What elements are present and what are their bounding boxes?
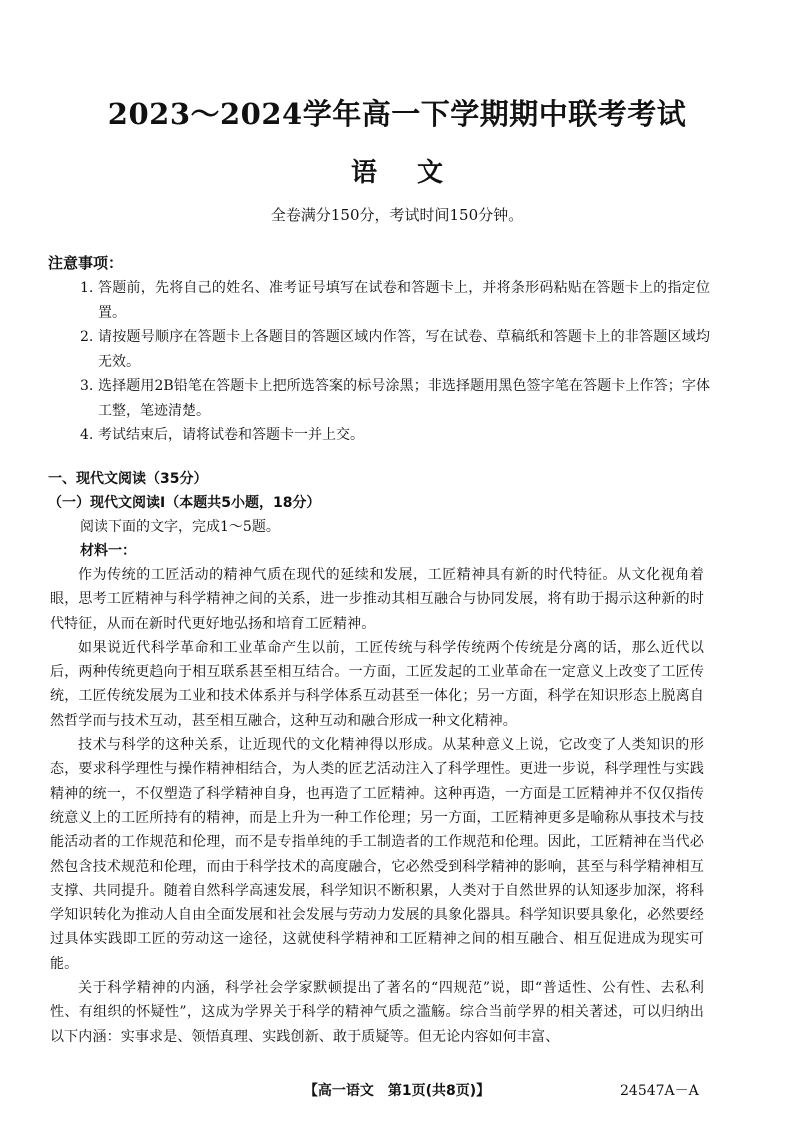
notice-heading: 注意事项： bbox=[48, 254, 124, 272]
notice-item-text: 选择题用2B铅笔在答题卡上把所选答案的标号涂黑；非选择题用黑色签字笔在答题卡上作答；字体工整，笔迹清楚。 bbox=[98, 378, 710, 419]
notice-item-text: 考试结束后，请将试卷和答题卡一并上交。 bbox=[98, 427, 364, 443]
paper-code: 24547A－A bbox=[620, 1083, 699, 1099]
notice-item bbox=[80, 374, 710, 423]
subject-title: 语文 bbox=[350, 158, 483, 188]
notice-item-number: 2. bbox=[80, 329, 94, 345]
exam-title: 2023～2024学年高一下学期期中联考考试 bbox=[107, 97, 687, 131]
material-paragraph: 技术与科学的这种关系，让近现代的文化精神得以形成。从某种意义上说，它改变了人类知识的形态，要求科学理性与操作精神相结合，为人类的匠艺活动注入了科学理性。更进一步说，科学理性与实践精神的统一，不仅塑造了科学精神自身，也再造了工匠精神。这种再造，一方面是工匠精神并不仅仅指传统意义上的工匠所持有的精神，而是上升为一种工作伦理；另一方面，工匠精神更多是喻称从事技术与技能活动者的工作规范和伦理，而不是专指单纯的手工制造者的工作规范和伦理。因此，工匠精神在当代必然包含技术规范和伦理，而由于科学技术的高度融合，它必然受到科学精神的影响，甚至与科学精神相互支撑、共同提升。随着自然科学高速发展，科学知识不断积累，人类对于自然世界的认知逐步加深，将科学知识转化为推动人自由全面发展和社会发展与劳动力发展的具象化器具。科学知识要具象化，必然要经过具体实践即工匠的劳动这一途径，这就使科学精神和工匠精神之间的相互融合、相互促进成为现实可能。 bbox=[50, 737, 704, 972]
page-footer-label: 【高一语文 第1页(共8页)】 bbox=[303, 1083, 491, 1099]
material-body bbox=[50, 563, 704, 1049]
notice-item-text: 请按题号顺序在答题卡上各题目的答题区域内作答，写在试卷、草稿纸和答题卡上的非答题区域均无效。 bbox=[98, 329, 710, 370]
notice-item bbox=[80, 423, 710, 448]
subsection-heading: （一）现代文阅读Ⅰ（本题共5小题，18分） bbox=[48, 495, 321, 511]
material-label: 材料一： bbox=[80, 543, 136, 559]
notice-item bbox=[80, 325, 710, 374]
score-time-info: 全卷满分150分，考试时间150分钟。 bbox=[270, 206, 524, 224]
notice-item bbox=[80, 276, 710, 325]
material-paragraph: 关于科学精神的内涵，科学社会学家默顿提出了著名的“四规范”说，即“普适性、公有性、去私利性、有组织的怀疑性”，这成为学界关于科学的精神气质之滥觞。综合当前学界的相关著述，可以归纳出以下内涵：实事求是、领悟真理、实践创新、敢于质疑等。但无论内容如何丰富、 bbox=[50, 980, 704, 1045]
notice-item-text: 答题前，先将自己的姓名、准考证号填写在试卷和答题卡上，并将条形码粘贴在答题卡上的指定位置。 bbox=[98, 280, 710, 321]
reading-instruction: 阅读下面的文字，完成1～5题。 bbox=[80, 519, 280, 535]
notice-item-number: 4. bbox=[80, 427, 94, 443]
material-paragraph: 如果说近代科学革命和工业革命产生以前，工匠传统与科学传统两个传统是分离的话，那么近代以后，两种传统更趋向于相互联系甚至相互结合。一方面，工匠发起的工业革命在一定意义上改变了工匠传统，工匠传统发展为工业和技术体系并与科学体系互动甚至一体化；另一方面，科学在知识形态上脱离自然哲学而与技术互动，甚至相互融合，这种互动和融合形成一种文化精神。 bbox=[50, 639, 704, 729]
notice-list bbox=[80, 276, 710, 448]
notice-item-number: 3. bbox=[80, 378, 94, 394]
section-heading: 一、现代文阅读（35分） bbox=[48, 471, 208, 487]
notice-item-number: 1. bbox=[80, 280, 94, 296]
material-paragraph: 作为传统的工匠活动的精神气质在现代的延续和发展，工匠精神具有新的时代特征。从文化视角着眼，思考工匠精神与科学精神之间的关系，进一步推动其相互融合与协同发展，将有助于揭示这种新的时代特征，从而在新时代更好地弘扬和培育工匠精神。 bbox=[50, 567, 704, 632]
